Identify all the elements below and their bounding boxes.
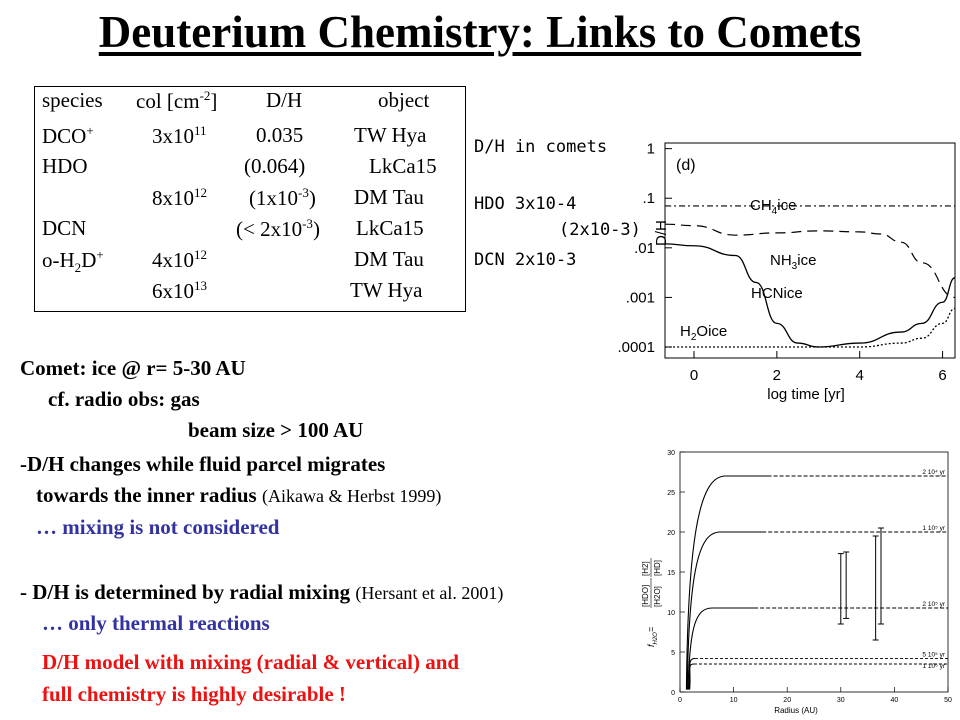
table-cell-object: TW Hya	[350, 278, 423, 302]
x-tick-label: 20	[783, 697, 792, 704]
svg-text:[H2]: [H2]	[641, 561, 650, 576]
series-curve	[686, 476, 725, 690]
table-cell-dh: (0.064)	[244, 154, 306, 178]
table-cell-species: $o-H_2D^+$	[42, 247, 104, 276]
y-tick-label: 30	[667, 450, 675, 457]
comets-note-heading: D/H in comets	[474, 137, 608, 157]
y-tick-label: 1	[646, 140, 655, 158]
y-tick-label: 15	[667, 570, 675, 577]
comets-note-hdo: HDO 3x10-4	[474, 194, 577, 214]
table-header-dh: D/H	[266, 88, 303, 112]
table-cell-dh: $(1x10^{-3})$	[249, 185, 316, 210]
series-curve	[690, 664, 694, 690]
slide-title: Deuterium Chemistry: Links to Comets	[98, 7, 862, 57]
body-thermal-only: … only thermal reactions	[42, 611, 270, 635]
table-cell-object: LkCa15	[369, 154, 437, 178]
curve-label-ch4: $CH_4ice$	[750, 197, 797, 217]
y-tick-label: 20	[667, 530, 675, 537]
table-cell-species: DCN	[42, 216, 87, 240]
body-beam-size: beam size > 100 AU	[188, 418, 364, 442]
body-dh-changes: -D/H changes while fluid parcel migrates	[20, 452, 386, 476]
hdo-radius-chart	[630, 442, 960, 720]
series-curve	[688, 608, 712, 690]
y-tick-label: 0	[671, 690, 675, 697]
series-label: 2 10⁴ yr	[922, 469, 945, 476]
x-tick-label: 6	[938, 367, 947, 384]
x-axis-label: log time [yr]	[767, 386, 845, 403]
table-cell-species: HDO	[42, 154, 88, 178]
svg-text:[HD]: [HD]	[653, 560, 662, 576]
y-tick-label: .01	[634, 239, 655, 257]
series-label: 5 10⁵ yr	[922, 651, 945, 659]
y-tick-label: 10	[667, 610, 675, 617]
body-inner-radius: towards the inner radius (Aikawa & Herbst 1999)	[36, 483, 442, 507]
panel-label: (d)	[676, 157, 696, 174]
table-cell-object: DM Tau	[354, 247, 424, 271]
body-comet-ice: Comet: ice @ r= 5-30 AU	[20, 356, 246, 380]
svg-text:[HDO]: [HDO]	[641, 584, 650, 607]
series-label: 1 10⁶ yr	[922, 663, 945, 670]
x-axis-label: Radius (AU)	[774, 706, 818, 715]
svg-text:fH2O=: $f_{H2O}=$	[646, 626, 659, 647]
x-tick-label: 0	[678, 697, 682, 704]
curve-label-hcn: HCNice	[751, 285, 803, 302]
y-tick-label: 5	[671, 650, 675, 657]
table-cell-object: TW Hya	[354, 123, 427, 147]
y-tick-label: 25	[667, 490, 675, 497]
body-conclusion-2: full chemistry is highly desirable !	[42, 682, 346, 706]
y-tick-label: .001	[625, 289, 655, 307]
table-cell-species: DCO+	[42, 123, 94, 148]
table-header-object: object	[378, 88, 430, 112]
x-tick-label: 0	[689, 367, 699, 384]
x-tick-label: 4	[855, 367, 864, 384]
comets-note-hdo-alt: (2x10-3)	[559, 220, 641, 240]
y-axis-label	[641, 558, 662, 647]
x-tick-label: 10	[729, 697, 738, 704]
table-header-column: col $[cm^{-2}]$	[136, 88, 218, 113]
curve-label-nh3: $NH_3ice$	[770, 252, 817, 272]
series-label: 1 10⁵ yr	[922, 525, 945, 532]
plot-frame	[680, 452, 948, 692]
dh-time-chart	[580, 118, 960, 418]
table-cell-column: $3x10^{11}$	[152, 123, 207, 148]
table-cell-column: $8x10^{12}$	[152, 185, 208, 210]
y-axis-label: D/H	[653, 220, 670, 246]
x-tick-label: 30	[836, 697, 845, 704]
body-conclusion-1: D/H model with mixing (radial & vertical) and	[42, 650, 460, 674]
table-cell-object: DM Tau	[354, 185, 424, 209]
x-tick-label: 50	[944, 697, 952, 704]
body-no-mixing: … mixing is not considered	[36, 515, 280, 539]
body-radio-obs: cf. radio obs: gas	[48, 387, 200, 411]
table-cell-object: LkCa15	[356, 216, 424, 240]
x-tick-label: 2	[772, 367, 782, 384]
curve-label-h2o: $H_2Oice$	[680, 323, 728, 343]
table-cell-dh: 0.035	[256, 123, 304, 147]
table-header-species: species	[42, 88, 103, 112]
y-tick-label: .0001	[617, 338, 655, 356]
table-cell-column: $4x10^{12}$	[152, 247, 208, 272]
comets-note-dcn: DCN 2x10-3	[474, 250, 577, 270]
x-tick-label: 40	[890, 697, 899, 704]
series-label: 2 10⁵ yr	[922, 601, 945, 608]
body-radial-mixing: - D/H is determined by radial mixing (Hersant et al. 2001)	[20, 580, 504, 604]
table-cell-column: $6x10^{13}$	[152, 278, 208, 303]
svg-text:[H2O]: [H2O]	[653, 586, 662, 607]
table-cell-dh: (< $2x10^{-3}$)	[236, 216, 320, 241]
y-tick-label: .1	[642, 190, 655, 208]
